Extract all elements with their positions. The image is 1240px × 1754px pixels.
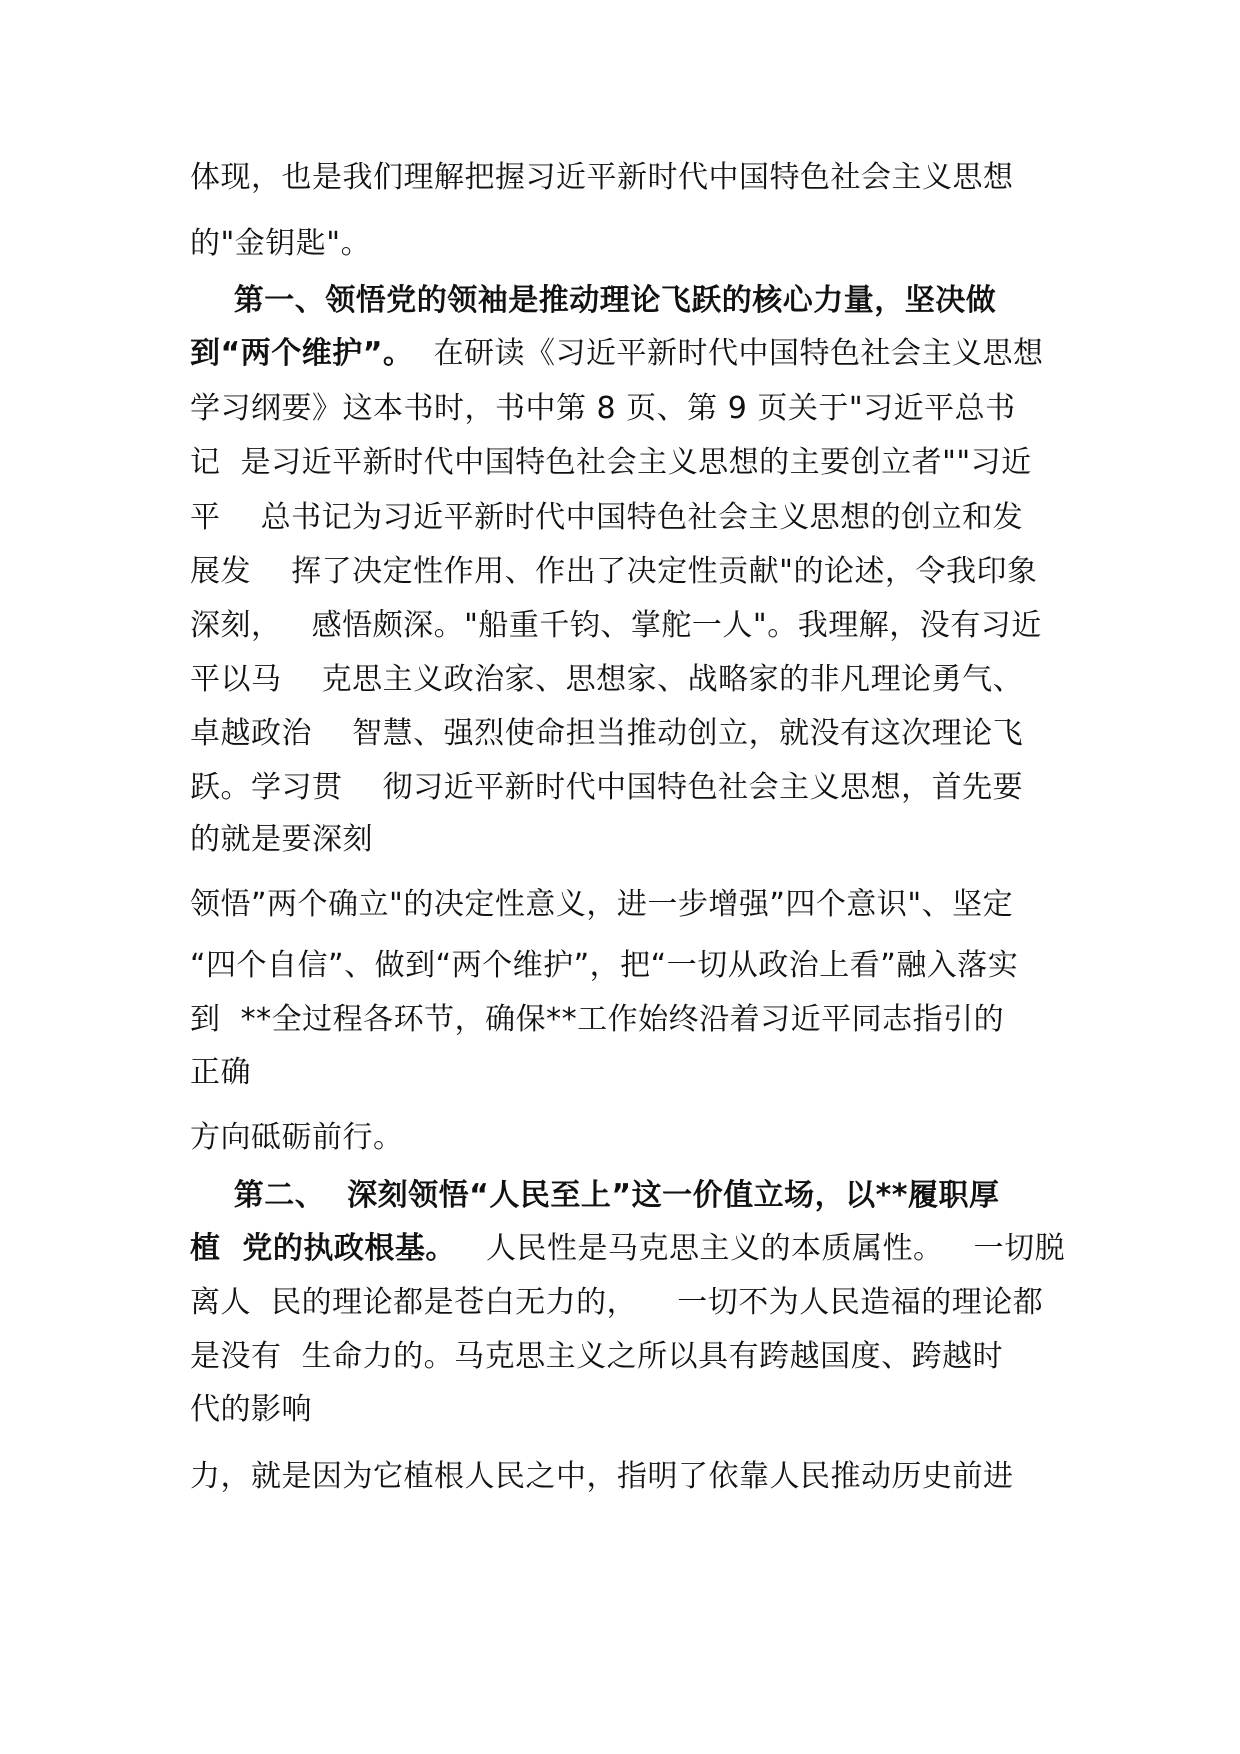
text-line — [190, 1457, 1070, 1497]
text-line — [190, 660, 1070, 700]
text-segment: 平以马 克思主义政治家、思想家、战略家的非凡理论勇气、 — [190, 662, 1024, 697]
text-line — [190, 1283, 1070, 1323]
text-line — [190, 1176, 1070, 1216]
text-line — [190, 1118, 1070, 1158]
text-line — [190, 389, 1070, 429]
text-line — [190, 552, 1070, 592]
text-line — [190, 281, 1070, 321]
text-line — [190, 498, 1070, 538]
text-segment: 代的影响 — [190, 1392, 312, 1427]
text-line — [190, 1229, 1070, 1269]
text-line — [190, 224, 1070, 264]
text-line — [190, 606, 1070, 646]
text-segment: 卓越政治 智慧、强烈使命担当推动创立，就没有这次理论飞 — [190, 716, 1024, 751]
text-segment: 平 总书记为习近平新时代中国特色社会主义思想的创立和发 — [190, 500, 1024, 535]
text-segment: 体现，也是我们理解把握习近平新时代中国特色社会主义思想 — [190, 160, 1014, 195]
text-segment: 的"金钥匙"。 — [190, 226, 372, 261]
text-segment: 正确 — [190, 1055, 251, 1090]
text-line — [190, 334, 1070, 374]
text-segment: 学习纲要》这本书时，书中第 8 页、第 9 页关于"习近平总书 — [190, 391, 1016, 426]
section-heading: 植 党的执政根基。 — [190, 1231, 456, 1266]
text-segment: 在研读《习近平新时代中国特色社会主义思想 — [413, 336, 1044, 371]
text-line — [190, 1390, 1070, 1430]
text-segment: 深刻， 感悟颇深。"船重千钧、掌舵一人"。我理解，没有习近 — [190, 608, 1042, 643]
text-line — [190, 768, 1070, 808]
text-segment: 领悟”两个确立"的决定性意义，进一步增强”四个意识"、坚定 — [190, 887, 1014, 922]
text-segment: 到 **全过程各环节，确保**工作始终沿着习近平同志指引的 — [190, 1002, 1005, 1037]
text-segment: 力，就是因为它植根人民之中，指明了依靠人民推动历史前进 — [190, 1459, 1014, 1494]
text-segment: 离人 民的理论都是苍白无力的， 一切不为人民造福的理论都 — [190, 1285, 1044, 1320]
text-segment: 的就是要深刻 — [190, 822, 373, 857]
text-line — [190, 946, 1070, 986]
text-line — [190, 443, 1070, 483]
text-line — [190, 1000, 1070, 1040]
text-line — [190, 1053, 1070, 1093]
text-segment: 人民性是马克思主义的本质属性。 一切脱 — [455, 1231, 1066, 1266]
text-line — [190, 714, 1070, 754]
text-segment: 跃。学习贯 彻习近平新时代中国特色社会主义思想，首先要 — [190, 770, 1024, 805]
text-segment: 方向砥砺前行。 — [190, 1120, 404, 1155]
section-heading: 到“两个维护”。 — [190, 336, 414, 371]
section-heading: 第二、 深刻领悟“人民至上”这一价值立场，以**履职厚 — [190, 1178, 1000, 1213]
text-line — [190, 158, 1070, 198]
section-heading: 第一、领悟党的领袖是推动理论飞跃的核心力量，坚决做 — [190, 283, 997, 318]
text-segment: 展发 挥了决定性作用、作出了决定性贡献"的论述，令我印象 — [190, 554, 1038, 589]
text-segment: 记 是习近平新时代中国特色社会主义思想的主要创立者""习近 — [190, 445, 1032, 480]
text-segment: 是没有 生命力的。马克思主义之所以具有跨越国度、跨越时 — [190, 1339, 1004, 1374]
text-segment: “四个自信”、做到“两个维护”，把“一切从政治上看”融入落实 — [190, 948, 1019, 983]
text-line — [190, 1337, 1070, 1377]
text-line — [190, 820, 1070, 860]
text-line — [190, 885, 1070, 925]
